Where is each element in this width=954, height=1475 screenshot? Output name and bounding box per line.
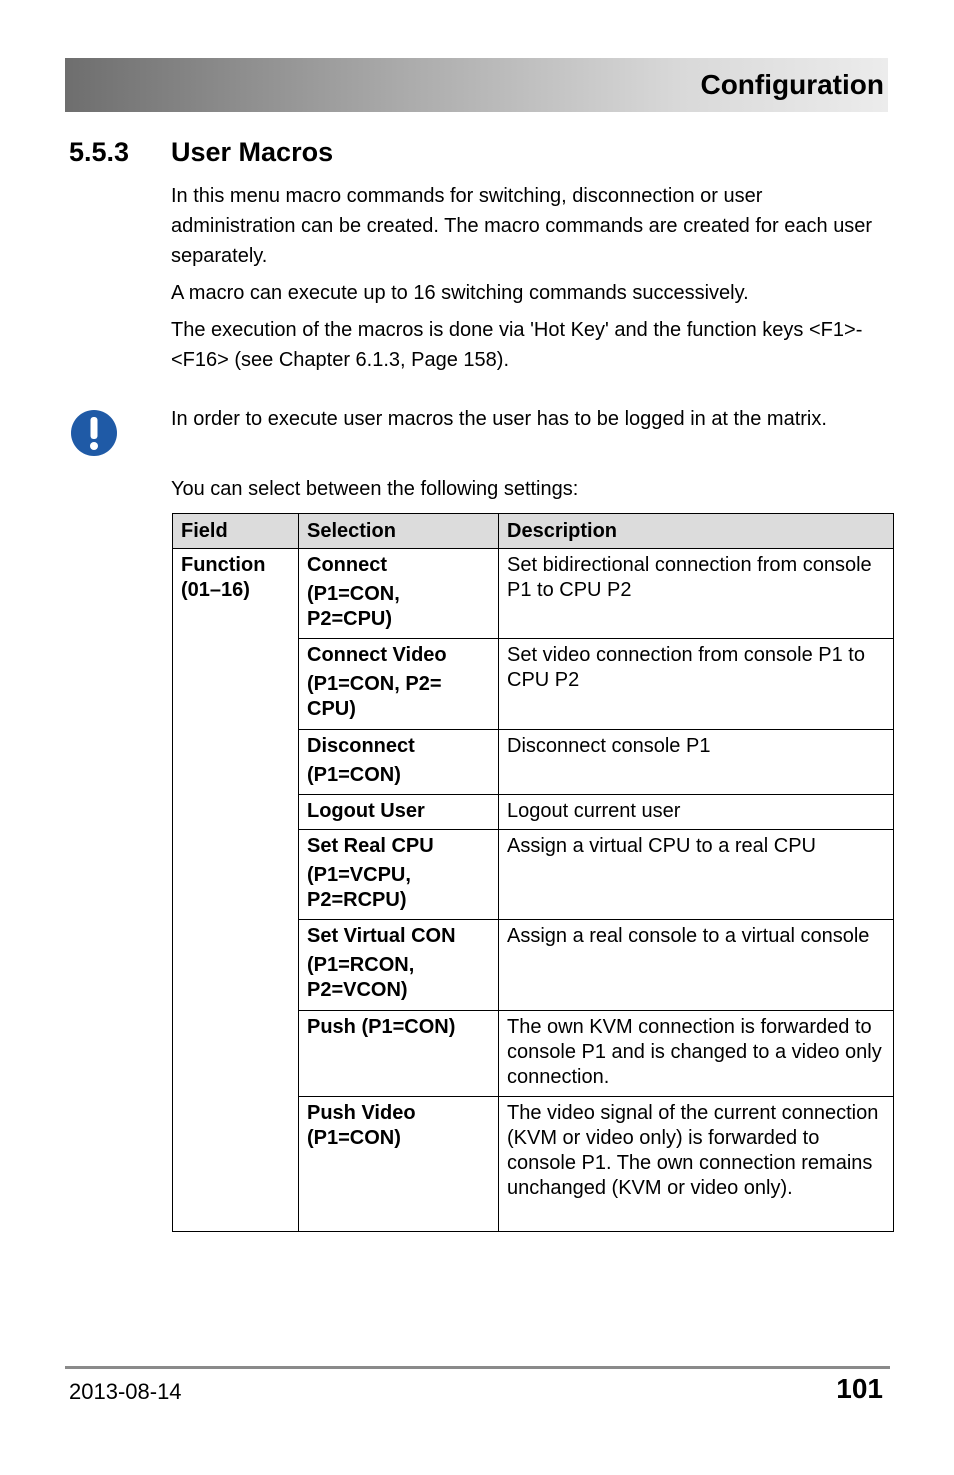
- selection-name: Connect: [307, 554, 387, 576]
- section-title: User Macros: [171, 137, 334, 167]
- footer-date: 2013-08-14: [69, 1379, 182, 1404]
- footer-divider: [65, 1366, 890, 1369]
- table-header-row: [173, 514, 894, 549]
- header-bar: [65, 58, 888, 112]
- selection-param: (P1=CON, P2=CPU): [307, 583, 400, 630]
- selection-name: Set Real CPU: [307, 835, 434, 857]
- page-number: 101: [836, 1373, 883, 1404]
- selection-param: (P1=CON, P2= CPU): [307, 673, 442, 720]
- intro-paragraph-2: A macro can execute up to 16 switching commands successively.: [171, 282, 749, 304]
- selection-name: Logout User: [307, 800, 425, 822]
- description-cell: Set video connection from console P1 to CPU P2: [499, 639, 894, 730]
- intro-paragraph-3: The execution of the macros is done via 'Hot Key' and the function keys <F1>-<F16> (see Chapter 6.1.3, Page 158).: [171, 319, 863, 371]
- selection-cell: [299, 549, 499, 639]
- selection-cell: [299, 795, 499, 830]
- selection-param: (P1=CON): [307, 764, 401, 786]
- table-row: [173, 549, 894, 639]
- selection-name: Push (P1=CON): [307, 1016, 456, 1038]
- selection-cell: [299, 830, 499, 920]
- description-cell: The own KVM connection is forwarded to console P1 and is changed to a video only connection.: [499, 1011, 894, 1097]
- selection-name: Disconnect: [307, 735, 415, 757]
- selection-param: (P1=RCON, P2=VCON): [307, 954, 415, 1001]
- selection-cell: [299, 730, 499, 795]
- column-header-description: Description: [499, 514, 894, 549]
- selection-name: Push Video (P1=CON): [307, 1102, 416, 1149]
- chapter-title: Configuration: [700, 69, 884, 100]
- exclamation-icon: [70, 409, 118, 457]
- selection-param: (P1=VCPU, P2=RCPU): [307, 864, 411, 911]
- field-range: (01–16): [181, 579, 250, 601]
- intro-paragraph-1: In this menu macro commands for switching, disconnection or user administration can be created. The macro commands are created for each user separately.: [171, 185, 873, 267]
- selection-cell: [299, 1011, 499, 1097]
- description-cell: The video signal of the current connection (KVM or video only) is forwarded to console P1. The own connection remains unchanged (KVM or video only).: [499, 1097, 894, 1232]
- description-cell: Disconnect console P1: [499, 730, 894, 795]
- selection-cell: [299, 1097, 499, 1232]
- field-name: Function: [181, 554, 266, 576]
- section-heading: [69, 137, 333, 168]
- notice-text: In order to execute user macros the user has to be logged in at the matrix.: [171, 408, 827, 430]
- section-number: 5.5.3: [69, 137, 130, 167]
- selection-name: Set Virtual CON: [307, 925, 456, 947]
- field-cell: [173, 549, 299, 1232]
- description-cell: Assign a virtual CPU to a real CPU: [499, 830, 894, 920]
- description-cell: Assign a real console to a virtual console: [499, 920, 894, 1011]
- column-header-field: Field: [173, 514, 299, 549]
- description-cell: Logout current user: [499, 795, 894, 830]
- selection-name: Connect Video: [307, 644, 447, 666]
- settings-intro: You can select between the following settings:: [171, 478, 579, 500]
- settings-table: [172, 513, 894, 1232]
- description-cell: Set bidirectional connection from console P1 to CPU P2: [499, 549, 894, 639]
- selection-cell: [299, 920, 499, 1011]
- selection-cell: [299, 639, 499, 730]
- column-header-selection: Selection: [299, 514, 499, 549]
